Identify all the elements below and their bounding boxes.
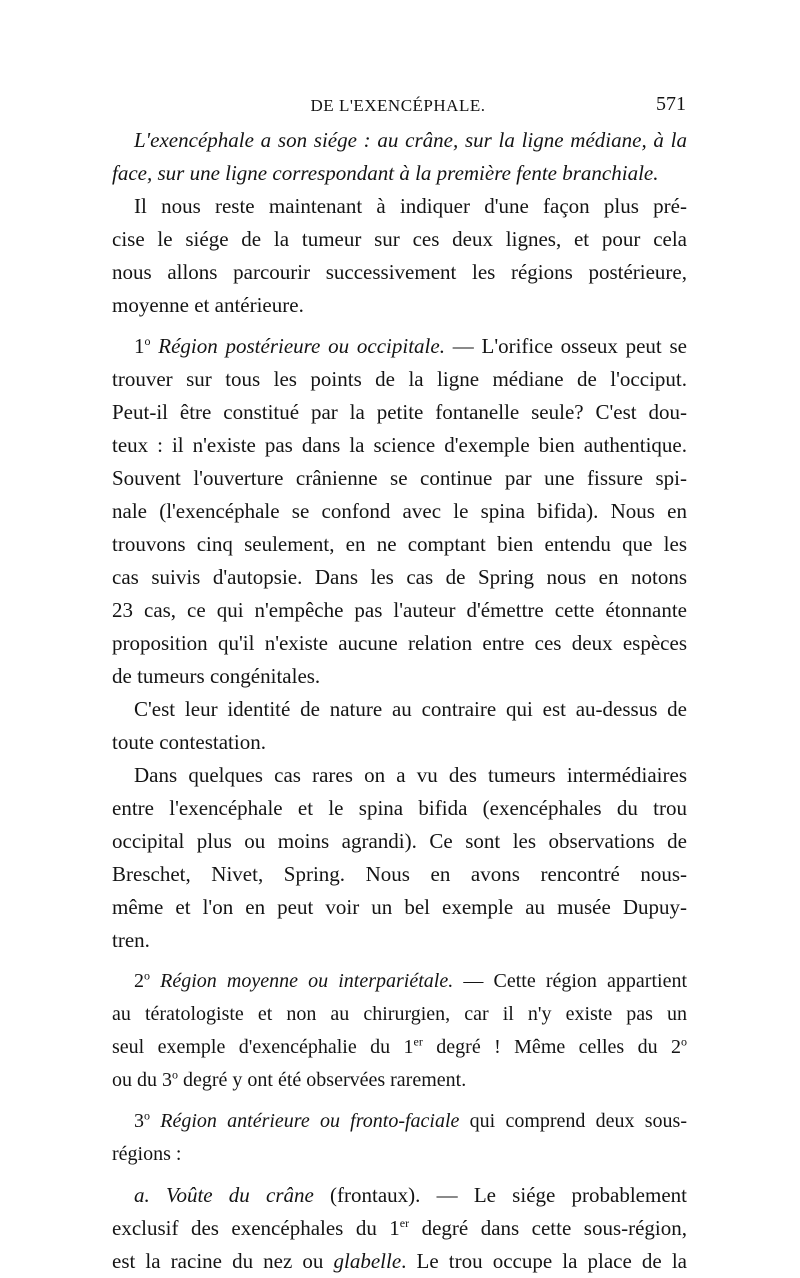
text-line xyxy=(112,462,687,495)
text-span: 23 cas, ce qui n'empêche pas l'auteur d'émettre cette étonnante xyxy=(112,598,687,622)
subsection-title: Voûte du crâne xyxy=(165,1183,314,1207)
text-span: 2 xyxy=(134,970,144,992)
text-line xyxy=(112,561,687,594)
text-line xyxy=(112,396,687,429)
text-span: glabelle xyxy=(333,1249,402,1273)
text-span: Dans quelques cas rares on a vu des tumeurs intermédiaires xyxy=(134,763,687,787)
text-span: moyenne et antérieure. xyxy=(112,293,304,317)
text-span: face, sur une ligne correspondant à la première fente branchiale. xyxy=(112,161,659,185)
text-span: (frontaux). — Le siége probablement xyxy=(313,1183,687,1207)
text-span: de tumeurs congénitales. xyxy=(112,664,321,688)
text-line xyxy=(112,1064,687,1097)
section-heading-line xyxy=(112,330,687,363)
text-span: 3 xyxy=(134,1110,144,1132)
text-span: toute contestation. xyxy=(112,730,266,754)
text-span: . Le trou occupe la place de la xyxy=(401,1249,687,1273)
text-line xyxy=(112,1138,687,1171)
text-line xyxy=(112,289,687,322)
text-line xyxy=(112,190,687,223)
text-span: proposition qu'il n'existe aucune relation entre ces deux espèces xyxy=(112,631,687,655)
text-span: exclusif des exencéphales du 1 xyxy=(112,1216,400,1240)
text-line xyxy=(112,528,687,561)
text-span: qui comprend deux sous- xyxy=(459,1110,687,1132)
text-span: 1 xyxy=(134,334,145,358)
section-title: Région postérieure ou occipitale. xyxy=(158,334,445,358)
text-line xyxy=(112,627,687,660)
text-span: seul exemple d'exencéphalie du 1 xyxy=(112,1036,414,1058)
text-line xyxy=(112,363,687,396)
text-span: occipital plus ou moins agrandi). Ce sont les observations de xyxy=(112,829,687,853)
text-line xyxy=(112,594,687,627)
text-line xyxy=(112,124,687,157)
section-title: Région moyenne ou interpariétale. xyxy=(160,970,454,992)
text-span: teux : il n'existe pas dans la science d'exemple bien authentique. xyxy=(112,433,687,457)
superscript: er xyxy=(413,1034,423,1049)
text-span: trouver sur tous les points de la ligne médiane de l'occiput. xyxy=(112,367,687,391)
text-line xyxy=(112,223,687,256)
text-span: entre l'exencéphale et le spina bifida (exencéphales du trou xyxy=(112,796,687,820)
text-span: même et l'on en peut voir un bel exemple au musée Dupuy- xyxy=(112,895,687,919)
text-span: a. xyxy=(134,1183,150,1207)
text-line xyxy=(112,998,687,1031)
superscript: er xyxy=(399,1216,410,1230)
text-span: est la racine du nez ou xyxy=(112,1249,334,1273)
text-span: degré y ont été observées rarement. xyxy=(178,1069,467,1091)
superscript: o xyxy=(144,334,151,348)
text-span: — Cette région appartient xyxy=(463,970,687,992)
text-span: ou du 3 xyxy=(112,1069,172,1091)
superscript: o xyxy=(144,968,150,983)
running-title: DE L'EXENCÉPHALE. xyxy=(310,96,486,115)
superscript: o xyxy=(144,1108,150,1123)
text-span: degré ! Même celles du 2 xyxy=(422,1036,681,1058)
text-span: cas suivis d'autopsie. Dans les cas de Spring nous en notons xyxy=(112,565,687,589)
page-number: 571 xyxy=(656,93,686,115)
text-line xyxy=(112,429,687,462)
text-line xyxy=(112,825,687,858)
text-span: C'est leur identité de nature au contraire qui est au-dessus de xyxy=(134,697,687,721)
text-line xyxy=(112,1031,687,1064)
text-span: nous allons parcourir successivement les régions postérieure, xyxy=(112,260,687,284)
text-line xyxy=(112,693,687,726)
text-span: Souvent l'ouverture crânienne se continue par une fissure spi- xyxy=(112,466,687,490)
text-line xyxy=(112,495,687,528)
subsection-heading-line xyxy=(112,1179,687,1212)
text-span: cise le siége de la tumeur sur ces deux lignes, et pour cela xyxy=(112,227,687,251)
text-line xyxy=(112,256,687,289)
text-span: régions : xyxy=(112,1143,182,1165)
section-heading-line xyxy=(112,965,687,998)
text-line xyxy=(112,157,687,190)
text-span: au tératologiste et non au chirurgien, car il n'y existe pas un xyxy=(112,1003,687,1025)
section-title: Région antérieure ou fronto-faciale xyxy=(160,1110,460,1132)
page-header xyxy=(110,93,686,122)
page-body xyxy=(112,124,687,1278)
text-span: Breschet, Nivet, Spring. Nous en avons rencontré nous- xyxy=(112,862,687,886)
text-line xyxy=(112,1212,687,1245)
text-span: — L'orifice osseux peut se xyxy=(452,334,687,358)
text-span: trouvons cinq seulement, en ne comptant bien entendu que les xyxy=(112,532,687,556)
text-line xyxy=(112,891,687,924)
text-line xyxy=(112,759,687,792)
text-span: Il nous reste maintenant à indiquer d'une façon plus pré- xyxy=(134,194,687,218)
text-span: degré dans cette sous-région, xyxy=(409,1216,687,1240)
text-line xyxy=(112,660,687,693)
section-heading-line xyxy=(112,1105,687,1138)
text-span: Peut-il être constitué par la petite fontanelle seule? C'est dou- xyxy=(112,400,687,424)
superscript: o xyxy=(680,1034,687,1049)
superscript: o xyxy=(172,1067,178,1082)
text-span: nale (l'exencéphale se confond avec le spina bifida). Nous en xyxy=(112,499,687,523)
text-span: L'exencéphale a son siége : au crâne, sur la ligne médiane, à la xyxy=(134,128,687,152)
text-line xyxy=(112,1245,687,1278)
text-line xyxy=(112,924,687,957)
text-line xyxy=(112,858,687,891)
text-span: tren. xyxy=(112,928,150,952)
text-line xyxy=(112,792,687,825)
text-line xyxy=(112,726,687,759)
